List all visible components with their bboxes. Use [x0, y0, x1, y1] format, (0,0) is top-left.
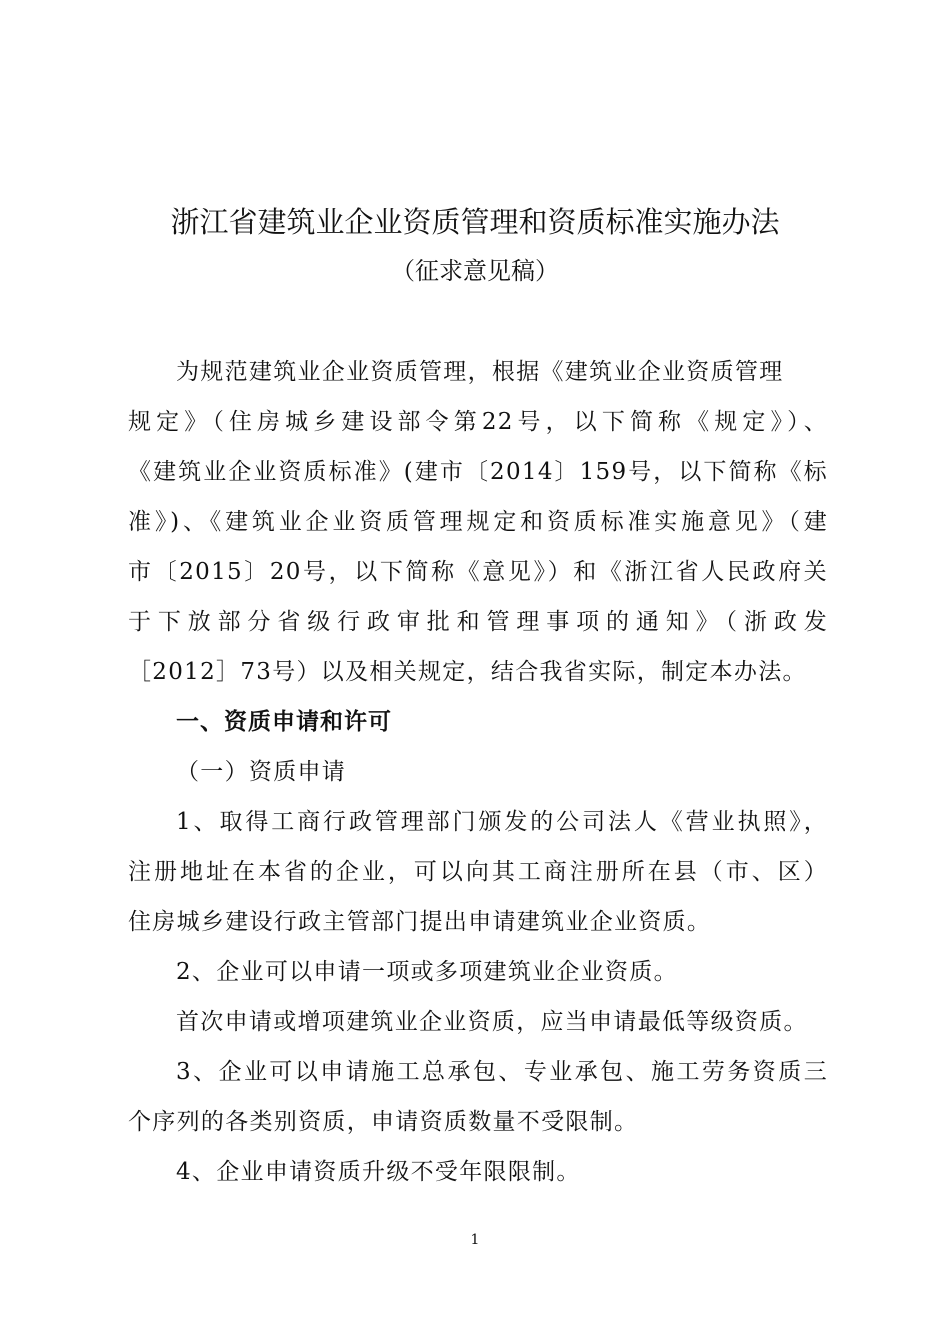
- item-1-line: 住房城乡建设行政主管部门提出申请建筑业企业资质。: [128, 909, 712, 935]
- intro-line: 准》)、《建筑业企业资质管理规定和资质标准实施意见》（建: [128, 509, 828, 535]
- item-1-line: 注册地址在本省的企业，可以向其工商注册所在县（市、区）: [128, 859, 828, 885]
- document-title: 浙江省建筑业企业资质管理和资质标准实施办法: [170, 205, 780, 239]
- item-1-line: 1、取得工商行政管理部门颁发的公司法人《营业执照》，: [176, 809, 828, 835]
- subsection-heading: （一）资质申请: [176, 759, 347, 785]
- intro-line: 于下放部分省级行政审批和管理事项的通知》（浙政发: [128, 609, 828, 635]
- section-heading: 一、资质申请和许可: [176, 709, 392, 735]
- intro-line: 规定》（住房城乡建设部令第22号，以下简称《规定》）、: [128, 409, 828, 435]
- item-4: 4、企业申请资质升级不受年限限制。: [176, 1159, 581, 1185]
- item-2-note: 首次申请或增项建筑业企业资质，应当申请最低等级资质。: [176, 1009, 808, 1035]
- page-number: 1: [470, 1232, 480, 1248]
- intro-line: 为规范建筑业企业资质管理，根据《建筑业企业资质管理: [176, 359, 784, 385]
- intro-line: ［2012］73号）以及相关规定，结合我省实际，制定本办法。: [128, 659, 807, 685]
- intro-line: 市〔2015〕20号，以下简称《意见》）和《浙江省人民政府关: [128, 559, 828, 585]
- intro-line: 《建筑业企业资质标准》(建市〔2014〕159号，以下简称《标: [128, 459, 828, 485]
- item-3-line: 个序列的各类别资质，申请资质数量不受限制。: [128, 1109, 639, 1135]
- item-2: 2、企业可以申请一项或多项建筑业企业资质。: [176, 959, 678, 985]
- item-3-line: 3、企业可以申请施工总承包、专业承包、施工劳务资质三: [176, 1059, 828, 1085]
- document-subtitle: （征求意见稿）: [391, 257, 559, 285]
